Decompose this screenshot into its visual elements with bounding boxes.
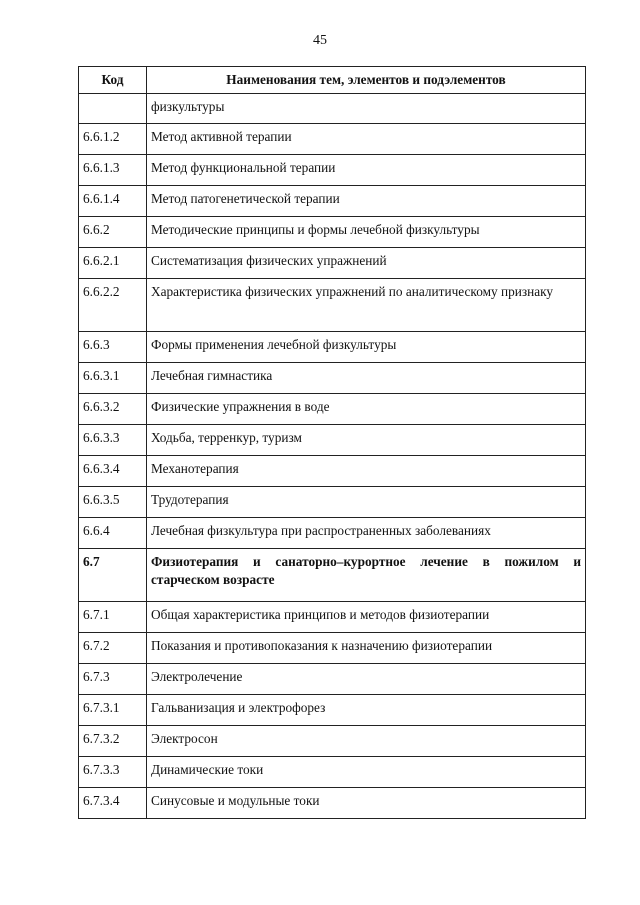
table-row — [79, 664, 586, 695]
row-code: 6.7.3.4 — [79, 788, 147, 819]
table-row — [79, 726, 586, 757]
row-name: Метод функциональной терапии — [147, 155, 586, 186]
row-code: 6.6.2.2 — [79, 279, 147, 332]
row-name: Физические упражнения в воде — [147, 394, 586, 425]
row-code: 6.6.3.4 — [79, 456, 147, 487]
row-name: Физиотерапия и санаторно–курортное лечение в пожилом и старческом возрасте — [147, 549, 586, 602]
row-name: Методические принципы и формы лечебной физкультуры — [147, 217, 586, 248]
row-name: физкультуры — [147, 94, 586, 124]
row-name: Электролечение — [147, 664, 586, 695]
table-row — [79, 487, 586, 518]
row-code: 6.6.3.1 — [79, 363, 147, 394]
row-code: 6.7.1 — [79, 602, 147, 633]
table-row — [79, 456, 586, 487]
row-name: Формы применения лечебной физкультуры — [147, 332, 586, 363]
row-name: Динамические токи — [147, 757, 586, 788]
row-name: Лечебная гимнастика — [147, 363, 586, 394]
row-code: 6.6.3.3 — [79, 425, 147, 456]
table-row — [79, 394, 586, 425]
row-name: Гальванизация и электрофорез — [147, 695, 586, 726]
row-name: Механотерапия — [147, 456, 586, 487]
table-row — [79, 279, 586, 332]
row-name: Показания и противопоказания к назначению физиотерапии — [147, 633, 586, 664]
row-name: Метод патогенетической терапии — [147, 186, 586, 217]
row-code: 6.7.3.2 — [79, 726, 147, 757]
row-code: 6.6.4 — [79, 518, 147, 549]
table-row — [79, 124, 586, 155]
row-code: 6.7.3.1 — [79, 695, 147, 726]
row-code: 6.6.1.2 — [79, 124, 147, 155]
table-row — [79, 602, 586, 633]
row-name: Характеристика физических упражнений по аналитическому признаку — [147, 279, 586, 332]
table-row — [79, 633, 586, 664]
table-row — [79, 425, 586, 456]
header-code: Код — [79, 67, 147, 94]
page-number: 45 — [313, 33, 327, 48]
table-row — [79, 332, 586, 363]
row-code — [79, 94, 147, 124]
table-body — [79, 94, 586, 819]
row-code: 6.6.2.1 — [79, 248, 147, 279]
row-name: Синусовые и модульные токи — [147, 788, 586, 819]
table-row — [79, 217, 586, 248]
table-row — [79, 94, 586, 124]
row-code: 6.6.3.5 — [79, 487, 147, 518]
row-code: 6.6.3.2 — [79, 394, 147, 425]
table-row — [79, 186, 586, 217]
row-name: Электросон — [147, 726, 586, 757]
row-code: 6.6.3 — [79, 332, 147, 363]
topics-table — [78, 66, 586, 819]
table-row — [79, 549, 586, 602]
table-row — [79, 155, 586, 186]
table-row — [79, 757, 586, 788]
table-header-row — [79, 67, 586, 94]
table-row — [79, 695, 586, 726]
row-code: 6.6.1.3 — [79, 155, 147, 186]
table-row — [79, 788, 586, 819]
row-code: 6.7 — [79, 549, 147, 602]
row-name: Метод активной терапии — [147, 124, 586, 155]
row-code: 6.6.1.4 — [79, 186, 147, 217]
row-name: Трудотерапия — [147, 487, 586, 518]
row-code: 6.7.3.3 — [79, 757, 147, 788]
row-code: 6.6.2 — [79, 217, 147, 248]
row-name: Лечебная физкультура при распространенных заболеваниях — [147, 518, 586, 549]
header-name: Наименования тем, элементов и подэлементов — [147, 67, 586, 94]
table-row — [79, 363, 586, 394]
row-name: Систематизация физических упражнений — [147, 248, 586, 279]
row-name: Ходьба, терренкур, туризм — [147, 425, 586, 456]
row-name: Общая характеристика принципов и методов физиотерапии — [147, 602, 586, 633]
table-row — [79, 248, 586, 279]
row-code: 6.7.3 — [79, 664, 147, 695]
row-code: 6.7.2 — [79, 633, 147, 664]
table-row — [79, 518, 586, 549]
